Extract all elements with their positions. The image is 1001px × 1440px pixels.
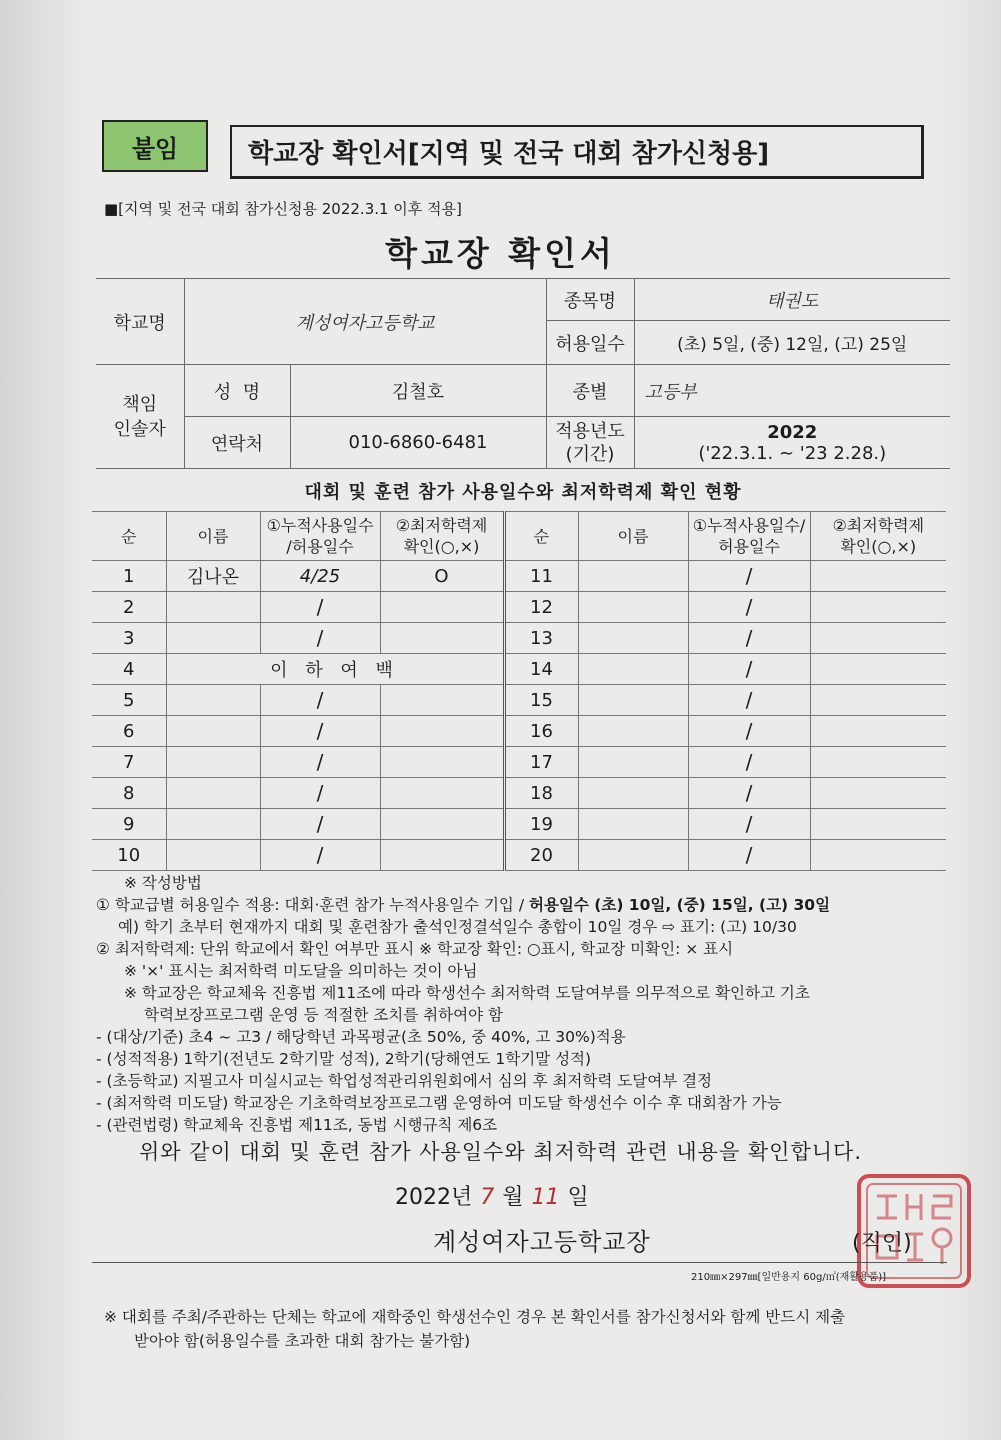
seal-label: (직인) (852, 1231, 912, 1256)
row-name (578, 747, 688, 778)
row-academic (380, 685, 504, 716)
row-days: / (688, 716, 810, 747)
row-academic (810, 778, 946, 809)
row-name (578, 840, 688, 871)
header-no-right: 순 (504, 512, 578, 561)
instruction-detail-4: - (최저학력 미도달) 학교장은 기초학력보장프로그램 운영하여 미도달 학생선수 이수 후 대회참가 가능 (96, 1094, 782, 1112)
row-days: 4/25 (260, 561, 380, 592)
row-days: / (260, 747, 380, 778)
table-row (92, 716, 946, 747)
row-name (578, 561, 688, 592)
row-name (578, 592, 688, 623)
row-academic (380, 623, 504, 654)
header-days-right: ①누적사용일수/ 허용일수 (688, 512, 810, 561)
division-value: 고등부 (634, 365, 950, 417)
row-no: 9 (92, 809, 166, 840)
row-academic (810, 685, 946, 716)
row-academic (380, 809, 504, 840)
name-label: 성 명 (184, 365, 290, 417)
instruction-detail-1: - (대상/기준) 초4 ~ 고3 / 해당학년 과목평균(초 50%, 중 40%, 고 30%)적용 (96, 1028, 626, 1046)
row-academic (810, 716, 946, 747)
row-no: 12 (504, 592, 578, 623)
date-day-label: 일 (567, 1185, 589, 1210)
row-name (578, 809, 688, 840)
school-value: 계성여자고등학교 (184, 279, 546, 365)
allowed-label: 허용일수 (546, 321, 634, 365)
row-academic (810, 747, 946, 778)
instruction-item-1-text: ① 학교급별 허용일수 적용: 대회·훈련 참가 누적사용일수 기입 / (96, 896, 529, 914)
principal-name: 계성여자고등학교장 (433, 1228, 651, 1256)
row-name (166, 840, 260, 871)
row-no: 2 (92, 592, 166, 623)
contact-label: 연락처 (184, 417, 290, 469)
roster-table (92, 511, 946, 871)
allowed-value: (초) 5일, (중) 12일, (고) 25일 (634, 321, 950, 365)
row-days: / (688, 840, 810, 871)
row-academic: O (380, 561, 504, 592)
row-name (166, 685, 260, 716)
row-academic (810, 840, 946, 871)
row-no: 8 (92, 778, 166, 809)
instruction-detail-2: - (성적적용) 1학기(전년도 2학기말 성적), 2학기(당해연도 1학기말 성적) (96, 1050, 592, 1068)
date-month-value: 7 (480, 1185, 495, 1210)
row-academic (380, 592, 504, 623)
footnote-line-1: ※ 대회를 주최/주관하는 단체는 학교에 재학중인 학생선수인 경우 본 확인서를 참가신청서와 함께 반드시 제출 (104, 1308, 846, 1326)
annex-label: 붙임 (102, 120, 208, 172)
row-no: 19 (504, 809, 578, 840)
instructions-block (96, 872, 956, 1136)
contact-value: 010-6860-6481 (290, 417, 546, 469)
table-row (92, 778, 946, 809)
instruction-note-2: ※ 학교장은 학교체육 진흥법 제11조에 따라 학생선수 최저학력 도달여부를 의무적으로 확인하고 기초 (124, 984, 810, 1002)
row-days: / (260, 716, 380, 747)
row-days: / (260, 840, 380, 871)
row-days: / (688, 809, 810, 840)
table-row (92, 685, 946, 716)
table-row (92, 809, 946, 840)
footnote-line-2: 받아야 함(허용일수를 초과한 대회 참가는 불가함) (134, 1332, 471, 1350)
row-days: / (688, 561, 810, 592)
row-days: / (260, 623, 380, 654)
name-value: 김철호 (290, 365, 546, 417)
paper-shadow-left (0, 0, 90, 1440)
row-days: / (688, 623, 810, 654)
row-name (578, 685, 688, 716)
header-days: ①누적사용일수 /허용일수 (260, 512, 380, 561)
row-no: 16 (504, 716, 578, 747)
instruction-item-1-bold: 허용일수 (초) 10일, (중) 15일, (고) 30일 (528, 896, 831, 914)
paper-spec: 210㎜×297㎜[일반용지 60g/㎡(재활용품)] (691, 1272, 887, 1283)
row-no: 5 (92, 685, 166, 716)
footnote (104, 1305, 924, 1353)
row-days: / (688, 592, 810, 623)
row-academic (380, 716, 504, 747)
row-days: / (260, 685, 380, 716)
row-academic (810, 592, 946, 623)
row-no: 18 (504, 778, 578, 809)
row-no: 13 (504, 623, 578, 654)
row-no: 17 (504, 747, 578, 778)
row-academic (380, 747, 504, 778)
table-row (92, 840, 946, 871)
row-days: / (688, 747, 810, 778)
row-academic (810, 654, 946, 685)
row-no: 7 (92, 747, 166, 778)
row-name (166, 747, 260, 778)
date-year: 2022년 (395, 1185, 473, 1210)
row-no: 20 (504, 840, 578, 871)
row-academic (380, 840, 504, 871)
year-period: ('22.3.1. ~ '23 2.28.) (698, 442, 887, 464)
table-row (92, 561, 946, 592)
event-value: 태권도 (634, 279, 950, 321)
year-cell (634, 417, 950, 469)
row-name (166, 592, 260, 623)
instruction-detail-5: - (관련법령) 학교체육 진흥법 제11조, 동법 시행규칙 제6조 (96, 1116, 498, 1134)
row-no: 14 (504, 654, 578, 685)
confirmation-statement: 위와 같이 대회 및 훈련 참가 사용일수와 최저학력 관련 내용을 확인합니다. (138, 1140, 862, 1164)
roster-section-title: 대회 및 훈련 참가 사용일수와 최저학력제 확인 현황 (304, 482, 742, 503)
row-academic (810, 623, 946, 654)
division-label: 종별 (546, 365, 634, 417)
instruction-item-1 (96, 894, 956, 916)
instruction-note-2-cont: 학력보장프로그램 운영 등 적절한 조치를 취하여야 함 (144, 1006, 503, 1024)
instruction-note-1: ※ '×' 표시는 최저학력 미도달을 의미하는 것이 아님 (124, 962, 478, 980)
row-days: / (688, 778, 810, 809)
year-label: 적용년도 (기간) (546, 417, 634, 469)
row-academic (810, 809, 946, 840)
row-name (578, 716, 688, 747)
document-title: 학교장 확인서[지역 및 전국 대회 참가신청용] (230, 125, 924, 179)
header-name: 이름 (166, 512, 260, 561)
row-no: 10 (92, 840, 166, 871)
row-name (166, 778, 260, 809)
year-value: 2022 (767, 421, 818, 443)
instruction-detail-3: - (초등학교) 지필고사 미실시교는 학업성적관리위원회에서 심의 후 최저학력 도달여부 결정 (96, 1072, 713, 1090)
row-no: 6 (92, 716, 166, 747)
row-no: 15 (504, 685, 578, 716)
school-label: 학교명 (96, 279, 184, 365)
row-no: 4 (92, 654, 166, 685)
instructions-heading: ※ 작성방법 (124, 874, 202, 892)
row-name (166, 623, 260, 654)
confirmation-date (395, 1180, 589, 1211)
row-no: 1 (92, 561, 166, 592)
date-day-value: 11 (531, 1185, 560, 1210)
row-name (578, 654, 688, 685)
applicability-note: ■[지역 및 전국 대회 참가신청용 2022.3.1 이후 적용] (104, 200, 462, 218)
row-no: 3 (92, 623, 166, 654)
blank-remainder-note: 이 하 여 백 (166, 654, 504, 685)
row-name (166, 716, 260, 747)
row-days: / (688, 685, 810, 716)
table-row (92, 747, 946, 778)
date-month-label: 월 (502, 1185, 524, 1210)
row-no: 11 (504, 561, 578, 592)
header-academic-right: ②최저학력제 확인(○,×) (810, 512, 946, 561)
main-title: 학교장 확인서 (385, 234, 616, 273)
table-row (92, 592, 946, 623)
header-academic: ②최저학력제 확인(○,×) (380, 512, 504, 561)
event-label: 종목명 (546, 279, 634, 321)
instruction-example: 예) 학기 초부터 현재까지 대회 및 훈련참가 출석인정결석일수 총합이 10일 경우 ⇨ 표기: (고) 10/30 (118, 918, 797, 936)
leader-label: 책임 인솔자 (96, 365, 184, 469)
header-no: 순 (92, 512, 166, 561)
instruction-item-2: ② 최저학력제: 단위 학교에서 확인 여부만 표시 ※ 학교장 확인: ○표시, 학교장 미확인: × 표시 (96, 940, 734, 958)
divider (92, 1262, 947, 1263)
row-academic (810, 561, 946, 592)
row-days: / (260, 809, 380, 840)
row-name (166, 809, 260, 840)
table-row (92, 654, 946, 685)
header-name-right: 이름 (578, 512, 688, 561)
row-name (578, 778, 688, 809)
table-row (92, 623, 946, 654)
info-table (96, 278, 950, 469)
row-days: / (260, 592, 380, 623)
row-days: / (260, 778, 380, 809)
row-name: 김나온 (166, 561, 260, 592)
row-academic (380, 778, 504, 809)
row-days: / (688, 654, 810, 685)
row-name (578, 623, 688, 654)
